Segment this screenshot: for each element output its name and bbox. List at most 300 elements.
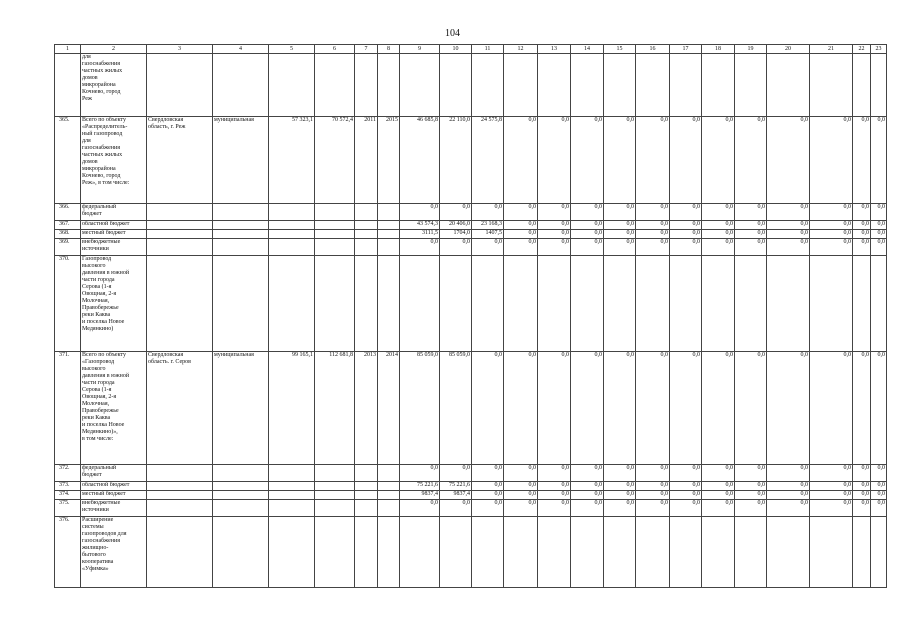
- table-cell: [400, 517, 440, 588]
- table-cell: [378, 204, 400, 221]
- table-cell: [269, 465, 315, 482]
- table-cell: 3111,5: [400, 230, 440, 239]
- column-header: 22: [853, 45, 871, 54]
- table-cell: [604, 256, 636, 352]
- table-cell: 0,0: [538, 230, 571, 239]
- table-cell: 0,0: [767, 500, 810, 517]
- table-cell: 0,0: [604, 465, 636, 482]
- table-cell: [472, 54, 504, 117]
- table-cell: 112 681,8: [315, 352, 355, 465]
- table-cell: [315, 482, 355, 491]
- table-cell: 0,0: [400, 204, 440, 221]
- table-cell: 0,0: [702, 500, 735, 517]
- column-header: 6: [315, 45, 355, 54]
- table-cell: [355, 54, 378, 117]
- table-cell: 0,0: [440, 465, 472, 482]
- table-cell: 0,0: [604, 482, 636, 491]
- page-number: 104: [445, 28, 460, 39]
- table-cell: муниципальная: [213, 352, 269, 465]
- table-cell: [440, 517, 472, 588]
- table-cell: [538, 517, 571, 588]
- column-header: 1: [55, 45, 81, 54]
- column-header: 23: [871, 45, 887, 54]
- table-cell: [355, 517, 378, 588]
- table-cell: 0,0: [400, 465, 440, 482]
- table-cell: 0,0: [472, 482, 504, 491]
- table-cell: 0,0: [636, 465, 670, 482]
- table-cell: [269, 482, 315, 491]
- item-name-cell: внебюджетные источники: [81, 239, 147, 256]
- column-header: 18: [702, 45, 735, 54]
- table-cell: 0,0: [810, 500, 853, 517]
- table-cell: [604, 517, 636, 588]
- column-header: 4: [213, 45, 269, 54]
- table-cell: 70 572,4: [315, 117, 355, 204]
- table-cell: [213, 239, 269, 256]
- table-cell: 0,0: [440, 204, 472, 221]
- table-cell: 75 221,6: [400, 482, 440, 491]
- table-cell: [702, 256, 735, 352]
- item-name-cell: Газопровод высокого давления в южной части города Серова (1-я Овощная, 2-я Молочная, Правобережье реки Каква и поселка Новое Медянкино): [81, 256, 147, 352]
- column-header: 15: [604, 45, 636, 54]
- table-cell: [355, 230, 378, 239]
- table-cell: 0,0: [670, 465, 702, 482]
- table-cell: [355, 221, 378, 230]
- table-cell: [315, 491, 355, 500]
- table-cell: 0,0: [571, 230, 604, 239]
- table-cell: [604, 54, 636, 117]
- table-cell: 9837,4: [400, 491, 440, 500]
- table-cell: [400, 54, 440, 117]
- table-cell: Свердловская область, г. Реж: [147, 117, 213, 204]
- table-cell: 0,0: [853, 204, 871, 221]
- table-cell: 0,0: [571, 465, 604, 482]
- table-row: [55, 239, 887, 256]
- table-cell: [378, 482, 400, 491]
- table-cell: 0,0: [810, 352, 853, 465]
- table-row: [55, 221, 887, 230]
- column-header: 17: [670, 45, 702, 54]
- row-number-cell: 371.: [55, 352, 81, 465]
- column-header: 9: [400, 45, 440, 54]
- table-cell: [213, 500, 269, 517]
- table-cell: 0,0: [670, 239, 702, 256]
- table-cell: 0,0: [472, 352, 504, 465]
- table-cell: 0,0: [871, 482, 887, 491]
- column-header: 21: [810, 45, 853, 54]
- table-cell: 0,0: [670, 482, 702, 491]
- column-header: 12: [504, 45, 538, 54]
- table-cell: 0,0: [853, 465, 871, 482]
- table-cell: [378, 256, 400, 352]
- table-cell: [767, 54, 810, 117]
- table-cell: 0,0: [735, 117, 767, 204]
- table-cell: 0,0: [604, 204, 636, 221]
- table-cell: 0,0: [810, 117, 853, 204]
- table-cell: 0,0: [853, 482, 871, 491]
- table-cell: 0,0: [871, 500, 887, 517]
- table-cell: [213, 221, 269, 230]
- table-cell: [810, 517, 853, 588]
- column-header: 7: [355, 45, 378, 54]
- table-cell: [315, 500, 355, 517]
- table-cell: [269, 491, 315, 500]
- table-cell: 0,0: [571, 482, 604, 491]
- table-cell: 0,0: [767, 221, 810, 230]
- table-cell: 0,0: [472, 204, 504, 221]
- table-cell: [269, 500, 315, 517]
- table-cell: [147, 256, 213, 352]
- column-header: 20: [767, 45, 810, 54]
- table-cell: 0,0: [810, 465, 853, 482]
- item-name-cell: областной бюджет: [81, 482, 147, 491]
- table-cell: 0,0: [735, 491, 767, 500]
- table-cell: 0,0: [702, 230, 735, 239]
- table-cell: 0,0: [472, 491, 504, 500]
- table-cell: [810, 54, 853, 117]
- table-cell: 0,0: [636, 239, 670, 256]
- table-cell: 0,0: [735, 482, 767, 491]
- table-cell: [269, 221, 315, 230]
- table-row: [55, 230, 887, 239]
- table-cell: 0,0: [853, 221, 871, 230]
- table-cell: 75 221,6: [440, 482, 472, 491]
- table-cell: [147, 221, 213, 230]
- table-cell: [213, 517, 269, 588]
- table-cell: 0,0: [400, 239, 440, 256]
- table-cell: [147, 230, 213, 239]
- table-cell: 0,0: [871, 239, 887, 256]
- table-cell: 0,0: [871, 117, 887, 204]
- table-cell: 0,0: [702, 465, 735, 482]
- table-cell: 99 165,1: [269, 352, 315, 465]
- table-cell: 0,0: [670, 221, 702, 230]
- table-cell: 0,0: [504, 239, 538, 256]
- table-cell: 0,0: [810, 230, 853, 239]
- table-cell: [378, 239, 400, 256]
- table-cell: 0,0: [853, 239, 871, 256]
- table-cell: [767, 517, 810, 588]
- table-cell: 0,0: [636, 500, 670, 517]
- table-cell: [213, 491, 269, 500]
- table-cell: 0,0: [604, 491, 636, 500]
- table-row: [55, 500, 887, 517]
- table-cell: [213, 204, 269, 221]
- row-number-cell: 370.: [55, 256, 81, 352]
- table-cell: 0,0: [571, 204, 604, 221]
- table-cell: 0,0: [767, 204, 810, 221]
- table-cell: [440, 54, 472, 117]
- table-cell: [378, 230, 400, 239]
- table-cell: [269, 256, 315, 352]
- table-cell: [269, 204, 315, 221]
- table-cell: 0,0: [702, 221, 735, 230]
- table-cell: 0,0: [670, 230, 702, 239]
- table-cell: [213, 54, 269, 117]
- table-cell: 0,0: [853, 500, 871, 517]
- column-header: 10: [440, 45, 472, 54]
- table-cell: 0,0: [472, 239, 504, 256]
- table-cell: [472, 517, 504, 588]
- table-cell: [400, 256, 440, 352]
- table-cell: [147, 517, 213, 588]
- row-number-cell: 367.: [55, 221, 81, 230]
- table-cell: 0,0: [604, 500, 636, 517]
- row-number-cell: 372.: [55, 465, 81, 482]
- table-cell: [472, 256, 504, 352]
- table-cell: 0,0: [810, 221, 853, 230]
- item-name-cell: Всего по объекту «Распределитель- ный газопровод для газоснабжения частных жилых домов микрорайона Кочнево, город Реж», в том числе:: [81, 117, 147, 204]
- table-row: [55, 204, 887, 221]
- table-cell: 43 574,3: [400, 221, 440, 230]
- table-cell: [853, 517, 871, 588]
- table-cell: муниципальная: [213, 117, 269, 204]
- table-cell: [636, 517, 670, 588]
- table-cell: 0,0: [853, 491, 871, 500]
- table-cell: 0,0: [440, 239, 472, 256]
- table-cell: 0,0: [702, 117, 735, 204]
- item-name-cell: для газоснабжения частных жилых домов микрорайона Кочнево, город Реж: [81, 54, 147, 117]
- table-cell: 0,0: [604, 239, 636, 256]
- table-cell: 0,0: [440, 500, 472, 517]
- table-cell: 0,0: [571, 221, 604, 230]
- table-cell: 0,0: [767, 239, 810, 256]
- table-cell: 0,0: [636, 352, 670, 465]
- table-row: [55, 491, 887, 500]
- table-cell: 0,0: [767, 352, 810, 465]
- table-cell: [871, 54, 887, 117]
- row-number-cell: 376.: [55, 517, 81, 588]
- row-number-cell: 366.: [55, 204, 81, 221]
- table-cell: 24 575,8: [472, 117, 504, 204]
- table-cell: [269, 54, 315, 117]
- table-cell: 0,0: [538, 221, 571, 230]
- row-number-cell: 375.: [55, 500, 81, 517]
- table-row: [55, 465, 887, 482]
- table-cell: [853, 256, 871, 352]
- table-cell: 0,0: [871, 230, 887, 239]
- table-cell: 0,0: [571, 352, 604, 465]
- table-cell: 0,0: [735, 230, 767, 239]
- table-cell: [315, 221, 355, 230]
- table-cell: 0,0: [810, 482, 853, 491]
- column-header: 11: [472, 45, 504, 54]
- table-cell: 0,0: [504, 465, 538, 482]
- table-cell: 0,0: [571, 117, 604, 204]
- table-cell: [355, 465, 378, 482]
- table-cell: 0,0: [670, 491, 702, 500]
- item-name-cell: Всего по объекту «Газопровод высокого давления в южной части города Серова (1-я Овощная, 2-я Молочная, Правобережье реки Каква и поселка Новое Медянкино)», в том числе:: [81, 352, 147, 465]
- table-cell: 0,0: [853, 352, 871, 465]
- table-cell: 0,0: [767, 465, 810, 482]
- table-cell: 0,0: [853, 117, 871, 204]
- table-cell: Свердловская область. г. Серов: [147, 352, 213, 465]
- table-cell: [355, 204, 378, 221]
- table-cell: 0,0: [538, 500, 571, 517]
- item-name-cell: местный бюджет: [81, 491, 147, 500]
- column-header: 19: [735, 45, 767, 54]
- table-cell: 0,0: [504, 117, 538, 204]
- item-name-cell: внебюджетные источники: [81, 500, 147, 517]
- table-cell: 0,0: [504, 500, 538, 517]
- table-cell: [670, 517, 702, 588]
- column-header: 13: [538, 45, 571, 54]
- table-cell: 23 168,3: [472, 221, 504, 230]
- table-cell: [213, 465, 269, 482]
- table-cell: 0,0: [853, 230, 871, 239]
- table-cell: 0,0: [538, 482, 571, 491]
- table-cell: 0,0: [571, 239, 604, 256]
- table-cell: [315, 54, 355, 117]
- table-cell: [853, 54, 871, 117]
- table-cell: 0,0: [871, 221, 887, 230]
- table-row: [55, 256, 887, 352]
- table-cell: 46 685,8: [400, 117, 440, 204]
- table-cell: 0,0: [735, 221, 767, 230]
- table-cell: 0,0: [636, 230, 670, 239]
- table-cell: 0,0: [504, 204, 538, 221]
- table-cell: [269, 239, 315, 256]
- budget-table: [54, 44, 887, 588]
- table-cell: [636, 54, 670, 117]
- table-cell: 0,0: [636, 221, 670, 230]
- table-cell: [213, 230, 269, 239]
- table-cell: 2013: [355, 352, 378, 465]
- row-number-cell: [55, 54, 81, 117]
- table-cell: 0,0: [571, 491, 604, 500]
- table-cell: 0,0: [400, 500, 440, 517]
- column-header: 2: [81, 45, 147, 54]
- row-number-cell: 373.: [55, 482, 81, 491]
- table-cell: 0,0: [735, 239, 767, 256]
- table-row: [55, 517, 887, 588]
- table-cell: 0,0: [504, 482, 538, 491]
- table-cell: 0,0: [504, 491, 538, 500]
- table-cell: [147, 239, 213, 256]
- table-cell: 0,0: [636, 117, 670, 204]
- item-name-cell: федеральный бюджет: [81, 204, 147, 221]
- table-cell: [378, 221, 400, 230]
- table-cell: 0,0: [767, 117, 810, 204]
- table-cell: 0,0: [472, 465, 504, 482]
- table-cell: 0,0: [767, 482, 810, 491]
- table-cell: 0,0: [604, 352, 636, 465]
- table-cell: 1407,5: [472, 230, 504, 239]
- table-cell: [315, 465, 355, 482]
- table-cell: 22 110,0: [440, 117, 472, 204]
- table-cell: 85 059,0: [400, 352, 440, 465]
- column-number-row: [55, 45, 887, 54]
- table-cell: 0,0: [871, 491, 887, 500]
- column-header: 14: [571, 45, 604, 54]
- table-cell: [213, 256, 269, 352]
- table-cell: 0,0: [871, 465, 887, 482]
- table-cell: 0,0: [810, 204, 853, 221]
- table-cell: 0,0: [538, 117, 571, 204]
- table-cell: [378, 54, 400, 117]
- table-cell: 0,0: [604, 230, 636, 239]
- table-cell: [147, 465, 213, 482]
- table-cell: [702, 54, 735, 117]
- table-cell: [315, 517, 355, 588]
- table-cell: [378, 465, 400, 482]
- row-number-cell: 365.: [55, 117, 81, 204]
- table-cell: [810, 256, 853, 352]
- table-cell: 0,0: [670, 500, 702, 517]
- table-cell: 0,0: [810, 491, 853, 500]
- table-row: [55, 482, 887, 491]
- table-cell: [355, 491, 378, 500]
- row-number-cell: 374.: [55, 491, 81, 500]
- table-cell: [504, 256, 538, 352]
- table-cell: 0,0: [504, 352, 538, 465]
- table-cell: [735, 517, 767, 588]
- table-cell: [355, 500, 378, 517]
- table-cell: [378, 517, 400, 588]
- table-cell: 0,0: [735, 465, 767, 482]
- table-cell: [355, 482, 378, 491]
- table-cell: 0,0: [504, 230, 538, 239]
- table-cell: 0,0: [636, 482, 670, 491]
- table-cell: [147, 500, 213, 517]
- table-cell: 0,0: [636, 491, 670, 500]
- table-cell: [871, 256, 887, 352]
- table-cell: [504, 54, 538, 117]
- table-cell: [213, 482, 269, 491]
- table-cell: 0,0: [735, 500, 767, 517]
- table-cell: 0,0: [702, 482, 735, 491]
- table-cell: 0,0: [636, 204, 670, 221]
- table-cell: 0,0: [767, 491, 810, 500]
- table-cell: [269, 517, 315, 588]
- table-cell: [571, 54, 604, 117]
- table-cell: 0,0: [702, 239, 735, 256]
- table-cell: [440, 256, 472, 352]
- table-cell: [147, 491, 213, 500]
- table-cell: [571, 256, 604, 352]
- item-name-cell: местный бюджет: [81, 230, 147, 239]
- table-cell: 0,0: [871, 204, 887, 221]
- table-cell: 0,0: [571, 500, 604, 517]
- table-cell: [315, 230, 355, 239]
- table-cell: 0,0: [538, 204, 571, 221]
- table-cell: [315, 256, 355, 352]
- table-cell: [571, 517, 604, 588]
- table-cell: 0,0: [735, 352, 767, 465]
- table-cell: [702, 517, 735, 588]
- table-row: [55, 117, 887, 204]
- table-cell: [538, 54, 571, 117]
- table-cell: [504, 517, 538, 588]
- table-cell: 0,0: [472, 500, 504, 517]
- table-cell: 0,0: [504, 221, 538, 230]
- table-cell: [315, 204, 355, 221]
- column-header: 3: [147, 45, 213, 54]
- table-cell: [355, 256, 378, 352]
- table-row: [55, 54, 887, 117]
- table-cell: 57 323,1: [269, 117, 315, 204]
- table-cell: 85 059,0: [440, 352, 472, 465]
- table-cell: 0,0: [538, 491, 571, 500]
- table-cell: 20 406,0: [440, 221, 472, 230]
- table-cell: [147, 482, 213, 491]
- table-cell: 0,0: [538, 352, 571, 465]
- table-cell: [767, 256, 810, 352]
- row-number-cell: 369.: [55, 239, 81, 256]
- table-cell: 0,0: [670, 204, 702, 221]
- table-cell: 2011: [355, 117, 378, 204]
- column-header: 5: [269, 45, 315, 54]
